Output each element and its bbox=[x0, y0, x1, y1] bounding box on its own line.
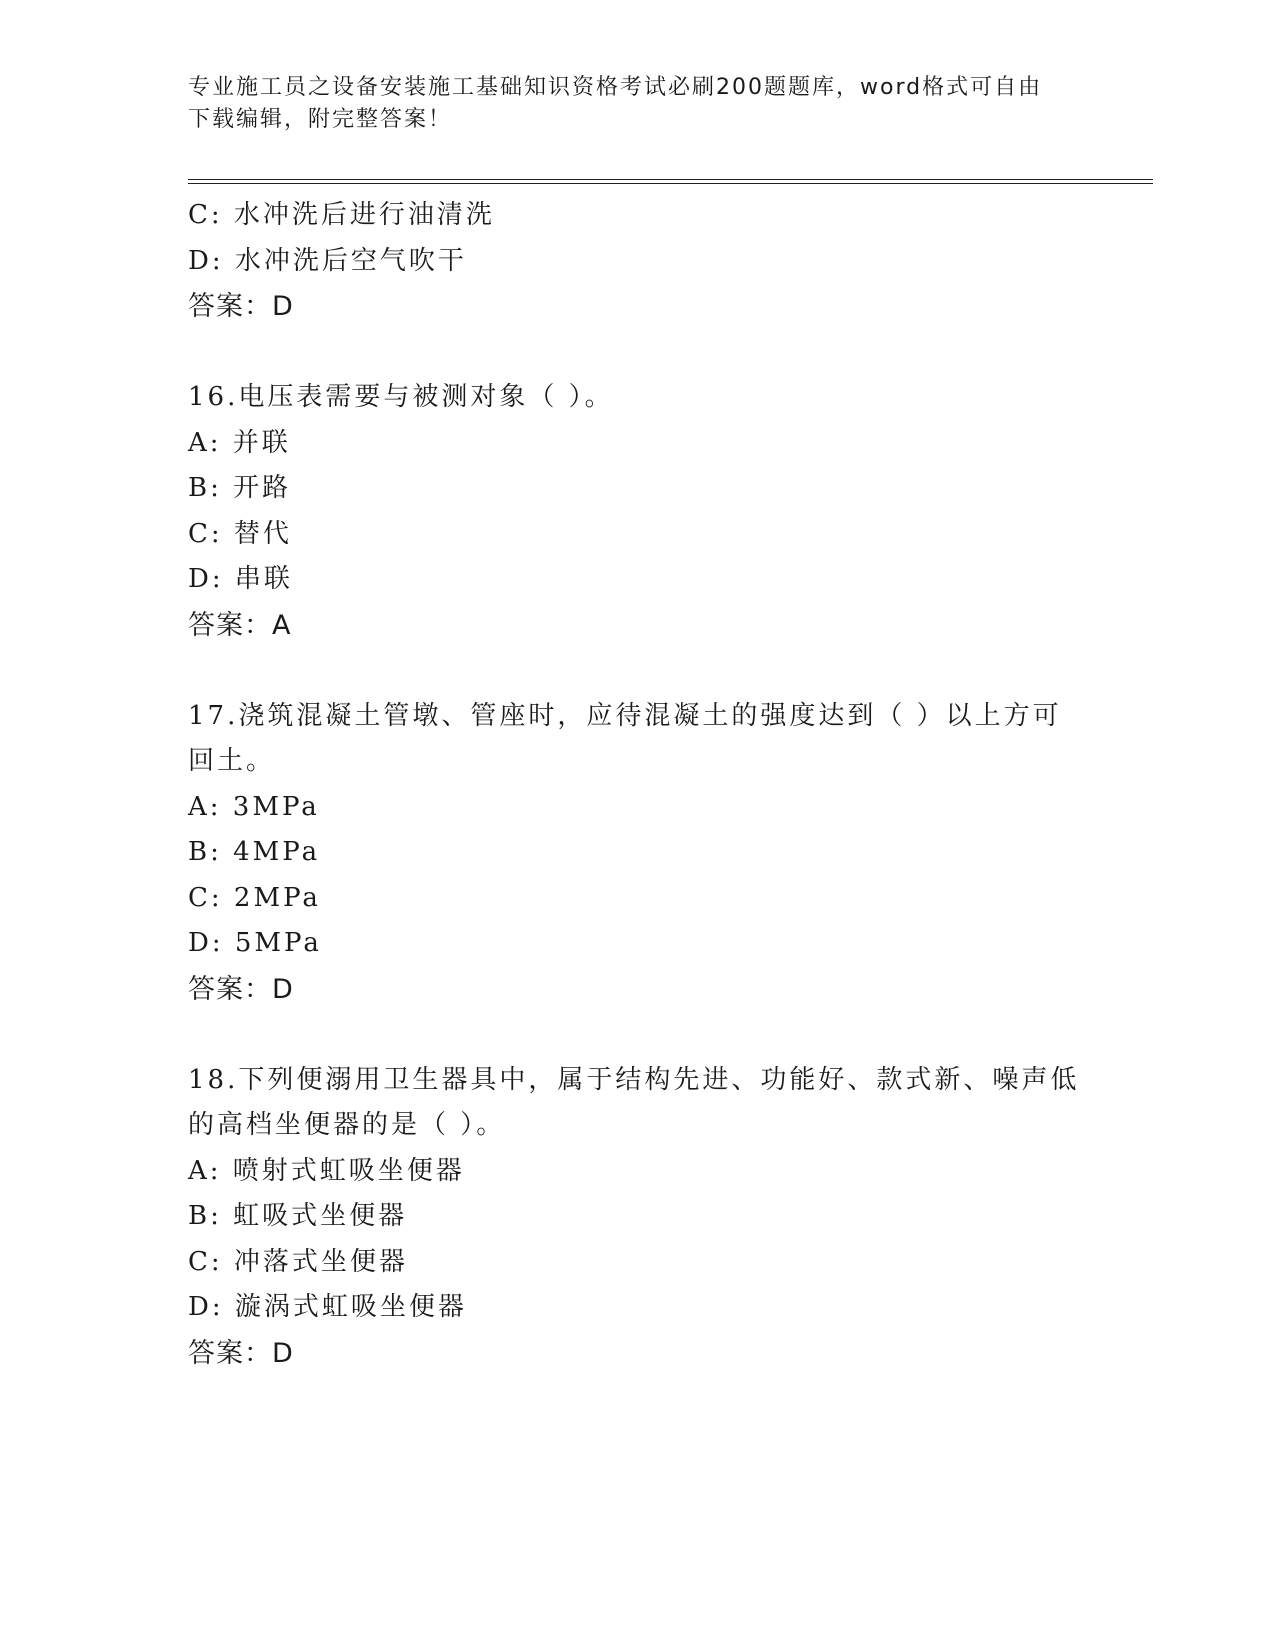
option-b: B: 虹吸式坐便器 bbox=[188, 1201, 408, 1231]
header-line-2: 下载编辑，附完整答案！ bbox=[188, 107, 453, 132]
question-text: 18.下列便溺用卫生器具中，属于结构先进、功能好、款式新、噪声低 bbox=[188, 1064, 1080, 1095]
option-d: D: 水冲洗后空气吹干 bbox=[188, 245, 467, 276]
option-c: C: 2MPa bbox=[188, 882, 321, 913]
document-body bbox=[188, 193, 1088, 1376]
question-text-continued: 的高档坐便器的是（ ）。 bbox=[188, 1110, 506, 1140]
question-text: 17.浇筑混凝土管墩、管座时，应待混凝土的强度达到（ ）以上方可 bbox=[188, 700, 1062, 731]
question-17 bbox=[188, 694, 1088, 1013]
option-a: A: 3MPa bbox=[188, 791, 320, 822]
question-18 bbox=[188, 1058, 1088, 1377]
header-double-rule bbox=[188, 179, 1153, 184]
header-line-1: 专业施工员之设备安装施工基础知识资格考试必刷200题题库，word格式可自由 bbox=[188, 75, 1043, 100]
answer-line: 答案：D bbox=[188, 291, 294, 322]
answer-line: 答案：A bbox=[188, 609, 292, 641]
option-a: A: 喷射式虹吸坐便器 bbox=[188, 1155, 465, 1186]
option-d: D: 串联 bbox=[188, 564, 293, 594]
option-d: D: 漩涡式虹吸坐便器 bbox=[188, 1292, 467, 1322]
answer-line: 答案：D bbox=[188, 973, 294, 1005]
option-b: B: 4MPa bbox=[188, 837, 321, 867]
answer-line: 答案：D bbox=[188, 1337, 294, 1369]
question-text-continued: 回土。 bbox=[188, 746, 276, 776]
option-d: D: 5MPa bbox=[188, 928, 322, 958]
document-header bbox=[188, 72, 1088, 136]
question-text: 16.电压表需要与被测对象（ ）。 bbox=[188, 382, 614, 412]
question-16 bbox=[188, 375, 1088, 648]
option-a: A: 并联 bbox=[188, 427, 291, 458]
option-c: C: 水冲洗后进行油清洗 bbox=[188, 200, 495, 230]
option-c: C: 冲落式坐便器 bbox=[188, 1246, 408, 1277]
option-b: B: 开路 bbox=[188, 473, 292, 503]
option-c: C: 替代 bbox=[188, 518, 292, 549]
